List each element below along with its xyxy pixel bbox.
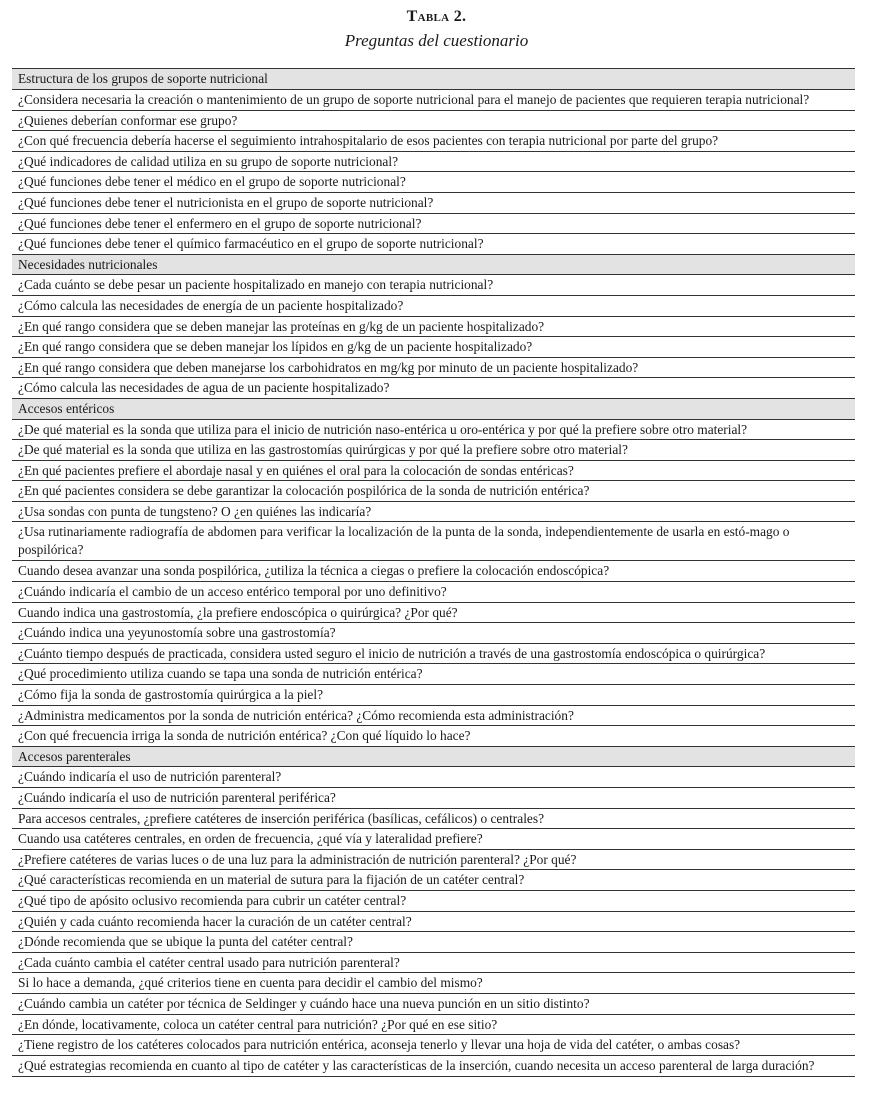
question-row: ¿Usa rutinariamente radiografía de abdomen para verificar la localización de la punta de la sonda, independientemente de usarla en estó-mago o pospilórica? [12, 522, 855, 561]
question-row: ¿Quienes deberían conformar ese grupo? [12, 111, 855, 132]
question-row: ¿Qué funciones debe tener el enfermero en el grupo de soporte nutricional? [12, 214, 855, 235]
question-row: ¿Qué funciones debe tener el médico en el grupo de soporte nutricional? [12, 172, 855, 193]
questions-table [12, 68, 855, 1077]
question-row: ¿Cada cuánto cambia el catéter central usado para nutrición parenteral? [12, 953, 855, 974]
question-row: ¿Cómo calcula las necesidades de energía de un paciente hospitalizado? [12, 296, 855, 317]
question-row: ¿Tiene registro de los catéteres colocados para nutrición entérica, aconseja tenerlo y llevar una hoja de vida del catéter, o ambas cosas? [12, 1035, 855, 1056]
question-row: ¿Quién y cada cuánto recomienda hacer la curación de un catéter central? [12, 912, 855, 933]
question-row: Cuando indica una gastrostomía, ¿la prefiere endoscópica o quirúrgica? ¿Por qué? [12, 603, 855, 624]
question-row: ¿Qué estrategias recomienda en cuanto al tipo de catéter y las características de la inserción, cuando necesita un acceso parenteral de larga duración? [12, 1056, 855, 1077]
question-row: ¿De qué material es la sonda que utiliza en las gastrostomías quirúrgicas y por qué la prefiere sobre otro material? [12, 440, 855, 461]
question-row: ¿En qué rango considera que se deben manejar los lípidos en g/kg de un paciente hospitalizado? [12, 337, 855, 358]
section-heading: Estructura de los grupos de soporte nutricional [12, 69, 855, 90]
question-row: ¿En qué pacientes prefiere el abordaje nasal y en quiénes el oral para la colocación de sondas entéricas? [12, 461, 855, 482]
question-row: ¿Cuándo indica una yeyunostomía sobre una gastrostomía? [12, 623, 855, 644]
question-row: ¿Cuándo indicaría el cambio de un acceso entérico temporal por uno definitivo? [12, 582, 855, 603]
question-row: ¿Cómo fija la sonda de gastrostomía quirúrgica a la piel? [12, 685, 855, 706]
question-row: ¿Cuánto tiempo después de practicada, considera usted seguro el inicio de nutrición a través de una gastrostomía endoscópica o quirúrgica? [12, 644, 855, 665]
question-row: ¿Dónde recomienda que se ubique la punta del catéter central? [12, 932, 855, 953]
question-row: ¿En qué rango considera que se deben manejar las proteínas en g/kg de un paciente hospitalizado? [12, 317, 855, 338]
question-row: Si lo hace a demanda, ¿qué criterios tiene en cuenta para decidir el cambio del mismo? [12, 973, 855, 994]
question-row: ¿Usa sondas con punta de tungsteno? O ¿en quiénes las indicaría? [12, 502, 855, 523]
question-row: ¿Qué funciones debe tener el químico farmacéutico en el grupo de soporte nutricional? [12, 234, 855, 255]
question-row: ¿En dónde, locativamente, coloca un catéter central para nutrición? ¿Por qué en ese sitio? [12, 1015, 855, 1036]
question-row: ¿Qué características recomienda en un material de sutura para la fijación de un catéter central? [12, 870, 855, 891]
question-row: ¿En qué rango considera que deben manejarse los carbohidratos en mg/kg por minuto de un paciente hospitalizado? [12, 358, 855, 379]
question-row: ¿Cuándo cambia un catéter por técnica de Seldinger y cuándo hace una nueva punción en un sitio distinto? [12, 994, 855, 1015]
question-row: Cuando desea avanzar una sonda pospilórica, ¿utiliza la técnica a ciegas o prefiere la colocación endoscópica? [12, 561, 855, 582]
question-row: ¿Considera necesaria la creación o mantenimiento de un grupo de soporte nutricional para el manejo de pacientes que requieren terapia nutricional? [12, 90, 855, 111]
question-row: ¿Prefiere catéteres de varias luces o de una luz para la administración de nutrición parenteral? ¿Por qué? [12, 850, 855, 871]
question-row: ¿Qué indicadores de calidad utiliza en su grupo de soporte nutricional? [12, 152, 855, 173]
section-heading: Necesidades nutricionales [12, 255, 855, 276]
table-subtitle: Preguntas del cuestionario [344, 31, 529, 50]
question-row: ¿Con qué frecuencia irriga la sonda de nutrición entérica? ¿Con qué líquido lo hace? [12, 726, 855, 747]
question-row: ¿Con qué frecuencia debería hacerse el seguimiento intrahospitalario de esos pacientes con terapia nutricional por parte del grupo? [12, 131, 855, 152]
question-row: ¿Cuándo indicaría el uso de nutrición parenteral periférica? [12, 788, 855, 809]
question-row: Para accesos centrales, ¿prefiere catéteres de inserción periférica (basílicas, cefálicos) o centrales? [12, 809, 855, 830]
question-row: ¿En qué pacientes considera se debe garantizar la colocación pospilórica de la sonda de nutrición entérica? [12, 481, 855, 502]
question-row: ¿Cuándo indicaría el uso de nutrición parenteral? [12, 767, 855, 788]
section-heading: Accesos parenterales [12, 747, 855, 768]
question-row: Cuando usa catéteres centrales, en orden de frecuencia, ¿qué vía y lateralidad prefiere? [12, 829, 855, 850]
question-row: ¿Qué procedimiento utiliza cuando se tapa una sonda de nutrición entérica? [12, 664, 855, 685]
question-row: ¿Cada cuánto se debe pesar un paciente hospitalizado en manejo con terapia nutricional? [12, 275, 855, 296]
question-row: ¿De qué material es la sonda que utiliza para el inicio de nutrición naso-entérica u oro-entérica y por qué la prefiere sobre otro material? [12, 420, 855, 441]
question-row: ¿Cómo calcula las necesidades de agua de un paciente hospitalizado? [12, 378, 855, 399]
section-heading: Accesos entéricos [12, 399, 855, 420]
question-row: ¿Administra medicamentos por la sonda de nutrición entérica? ¿Cómo recomienda esta administración? [12, 706, 855, 727]
question-row: ¿Qué tipo de apósito oclusivo recomienda para cubrir un catéter central? [12, 891, 855, 912]
table-title: Tabla 2. [406, 8, 467, 25]
question-row: ¿Qué funciones debe tener el nutricionista en el grupo de soporte nutricional? [12, 193, 855, 214]
